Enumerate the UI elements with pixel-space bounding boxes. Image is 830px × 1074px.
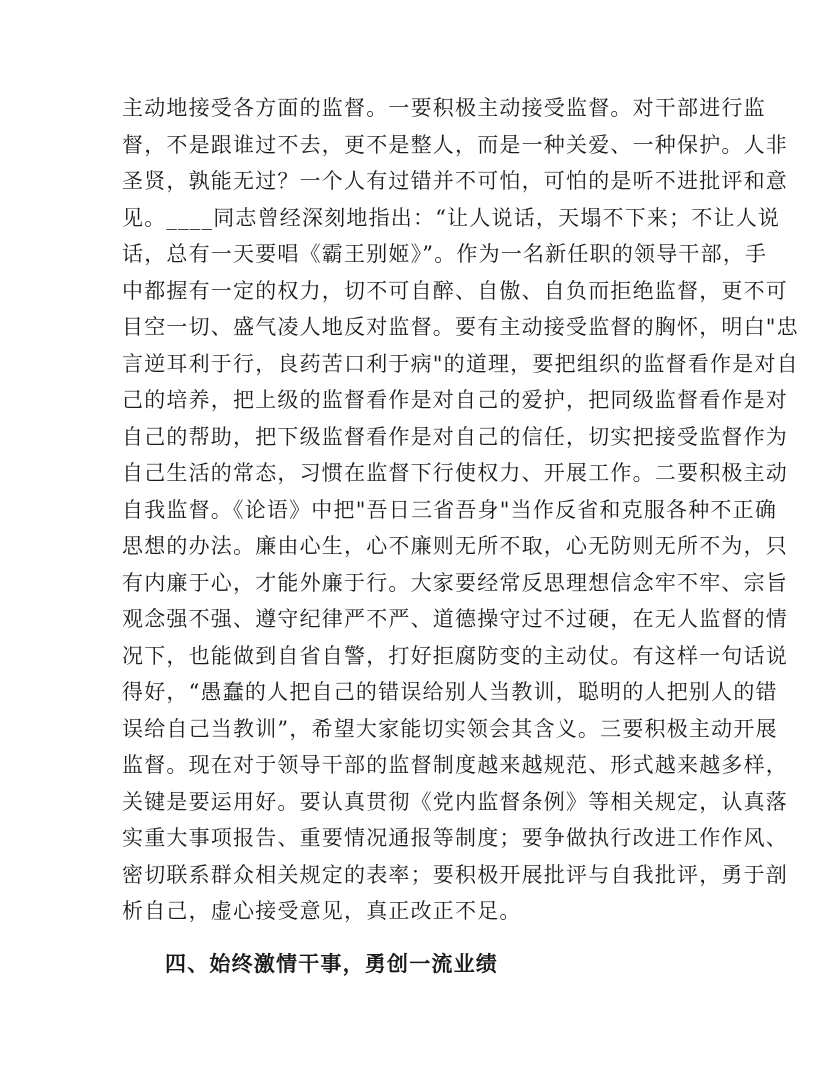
paragraph-line: 话，总有一天要唱《霸王别姬》”。作为一名新任职的领导干部，手 — [122, 242, 768, 266]
paragraph-line: 关键是要运用好。要认真贯彻《党内监督条例》等相关规定，认真落 — [122, 790, 788, 814]
paragraph-line: 自己生活的常态，习惯在监督下行使权力、开展工作。二要积极主动 — [122, 461, 788, 485]
paragraph-line: 言逆耳利于行，良药苦口利于病"的道理，要把组织的监督看作是对自 — [122, 352, 799, 376]
paragraph-line: 观念强不强、遵守纪律严不严、道德操守过不过硬，在无人监督的情 — [122, 607, 788, 631]
paragraph-line: 析自己，虚心接受意见，真正改正不足。 — [122, 899, 522, 923]
paragraph-line: 中都握有一定的权力，切不可自醉、自傲、自负而拒绝监督，更不可 — [122, 279, 788, 303]
section-heading: 四、始终激情干事，勇创一流业绩 — [165, 951, 498, 976]
paragraph-line: 得好，“愚蠢的人把自己的错误给别人当教训，聪明的人把别人的错 — [122, 680, 778, 704]
paragraph-line: 见。____同志曾经深刻地指出：“让人说话，天塌不下来；不让人说 — [122, 206, 781, 230]
paragraph-line: 有内廉于心，才能外廉于行。大家要经常反思理想信念牢不牢、宗旨 — [122, 571, 788, 595]
paragraph-line: 目空一切、盛气凌人地反对监督。要有主动接受监督的胸怀，明白"忠 — [122, 315, 799, 339]
paragraph-line: 主动地接受各方面的监督。一要积极主动接受监督。对干部进行监 — [122, 96, 766, 120]
paragraph-line: 自己的帮助，把下级监督看作是对自己的信任，切实把接受监督作为 — [122, 425, 788, 449]
paragraph-line: 己的培养，把上级的监督看作是对自己的爱护，把同级监督看作是对 — [122, 388, 788, 412]
paragraph-line: 监督。现在对于领导干部的监督制度越来越规范、形式越来越多样， — [122, 753, 788, 777]
paragraph-line: 实重大事项报告、重要情况通报等制度；要争做执行改进工作作风、 — [122, 826, 788, 850]
paragraph-line: 思想的办法。廉由心生，心不廉则无所不取，心无防则无所不为，只 — [122, 534, 788, 558]
paragraph-line: 密切联系群众相关规定的表率；要积极开展批评与自我批评，勇于剖 — [122, 863, 788, 887]
paragraph-line: 督，不是跟谁过不去，更不是整人，而是一种关爱、一种保护。人非 — [122, 133, 788, 157]
paragraph-line: 圣贤，孰能无过？一个人有过错并不可怕，可怕的是听不进批评和意 — [122, 169, 788, 193]
paragraph-line: 自我监督。《论语》中把"吾日三省吾身"当作反省和克服各种不正确 — [122, 498, 778, 522]
paragraph-line: 况下，也能做到自省自警，打好拒腐防变的主动仗。有这样一句话说 — [122, 644, 788, 668]
paragraph-line: 误给自己当教训”，希望大家能切实领会其含义。三要积极主动开展 — [122, 717, 778, 741]
